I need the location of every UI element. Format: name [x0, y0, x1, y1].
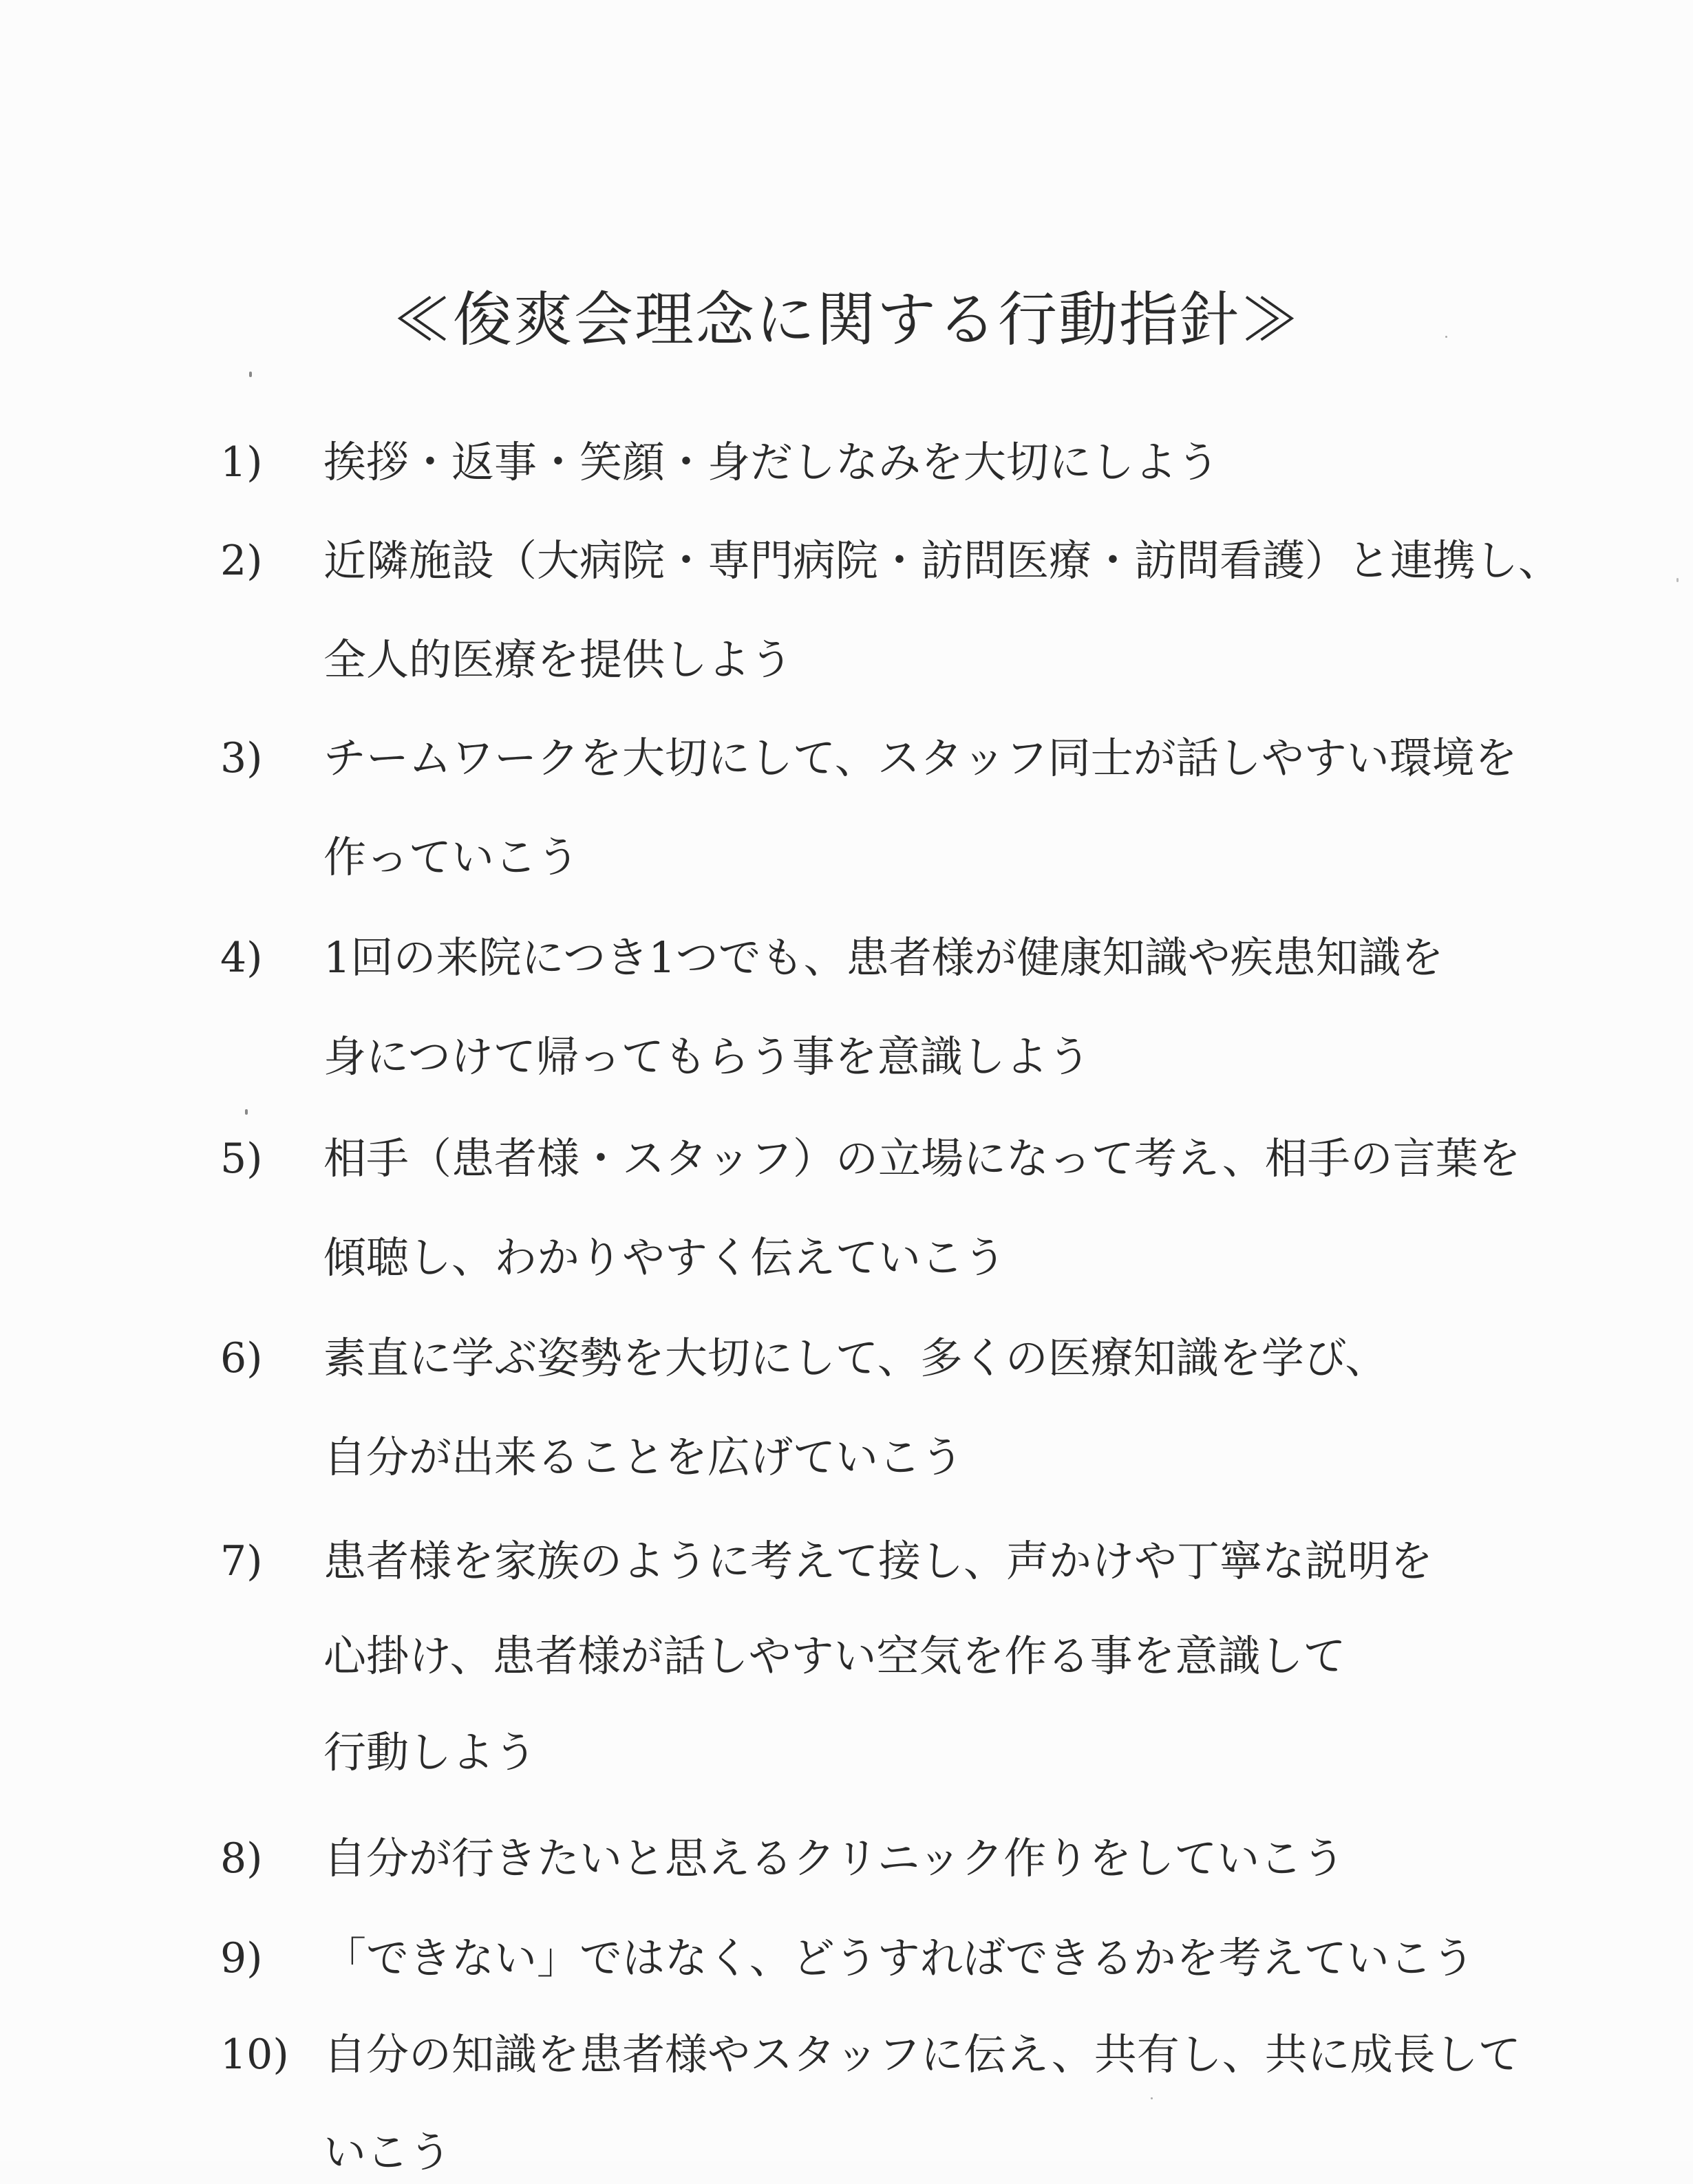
item-text: 心掛け、患者様が話しやすい空気を作る事を意識して: [323, 1631, 1346, 1681]
item-text: 傾聴し、わかりやすく伝えていこう: [323, 1232, 1007, 1283]
scan-speck: [1151, 2097, 1153, 2099]
scan-speck: [1676, 578, 1679, 582]
item-text: チームワークを大切にして、スタッフ同士が話しやすい環境を: [323, 733, 1518, 783]
item-number: 3): [220, 734, 263, 782]
item-number: 2): [220, 537, 263, 585]
item-text: 身につけて帰ってもらう事を意識しよう: [323, 1031, 1091, 1082]
document-title: ≪俊爽会理念に関する行動指針≫: [392, 286, 1301, 354]
item-number: 9): [220, 1934, 263, 1982]
item-number: 7): [220, 1537, 263, 1585]
list-item: [220, 1830, 1528, 1929]
item-number: 1): [220, 438, 263, 486]
item-text: 「できない」ではなく、どうすればできるかを考えていこう: [323, 1933, 1475, 1983]
guideline-list: [220, 433, 1562, 2184]
item-number: 6): [220, 1334, 263, 1382]
scan-speck: [1445, 336, 1447, 338]
list-item: [220, 433, 1528, 532]
list-item: [220, 729, 1528, 929]
list-item: [220, 1130, 1528, 1329]
item-text: 作っていこう: [323, 832, 580, 882]
item-text: 1回の来院につき1つでも、患者様が健康知識や疾患知識を: [323, 932, 1444, 983]
item-text: 自分が行きたいと思えるクリニック作りをしていこう: [323, 1833, 1345, 1883]
item-text: 近隣施設（大病院・専門病院・訪問医療・訪問看護）と連携し、: [323, 535, 1562, 586]
item-number: 5): [220, 1135, 263, 1183]
scan-speck: [245, 1109, 248, 1115]
list-item: [220, 532, 1562, 729]
list-item: [220, 1329, 1528, 1532]
item-number: 10): [220, 2031, 289, 2079]
item-number: 4): [220, 934, 263, 982]
item-text: 相手（患者様・スタッフ）の立場になって考え、相手の言葉を: [323, 1133, 1521, 1184]
list-item: [220, 929, 1528, 1130]
item-text: 挨拶・返事・笑顔・身だしなみを大切にしよう: [323, 437, 1220, 487]
item-text: 自分が出来ることを広げていこう: [323, 1432, 964, 1482]
list-item: [220, 1532, 1528, 1830]
list-item: [220, 1929, 1528, 2026]
item-number: 8): [220, 1834, 263, 1883]
item-text: 素直に学ぶ姿勢を大切にして、多くの医療知識を学び、: [323, 1333, 1388, 1383]
item-text: 自分の知識を患者様やスタッフに伝え、共有し、共に成長して: [323, 2029, 1521, 2079]
item-text: 患者様を家族のように考えて接し、声かけや丁寧な説明を: [323, 1536, 1434, 1586]
scan-speck: [249, 372, 252, 377]
item-text: 行動しよう: [323, 1727, 537, 1777]
item-text: いこう: [323, 2127, 452, 2177]
item-text: 全人的医療を提供しよう: [323, 634, 794, 685]
